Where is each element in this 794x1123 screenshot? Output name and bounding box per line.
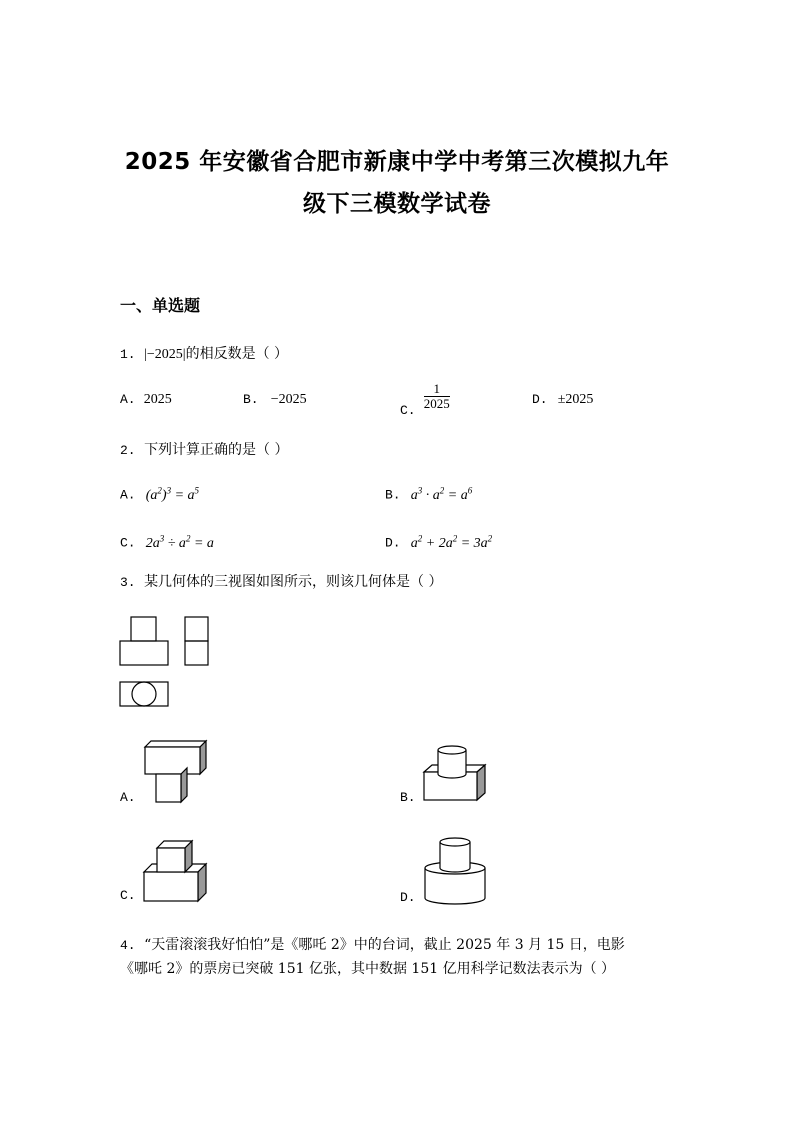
question-text: 下列计算正确的是（ ） [144, 442, 289, 458]
question-4 [120, 934, 625, 954]
question-3 [120, 571, 443, 591]
front-view-top [131, 617, 156, 641]
formula: $a^3 \cdot a^2 = a^6$ [410, 485, 473, 503]
q1-option-c[interactable]: C. $\frac{1}{2025}$ [400, 381, 450, 418]
q1-option-a[interactable]: A. 2025 [120, 392, 172, 407]
q3-option-d-label[interactable]: D. [400, 890, 416, 905]
question-text: 的相反数是（ ） [185, 346, 289, 362]
document-title-line-1: 2025 年安徽省合肥市新康中学中考第三次模拟九年 [124, 149, 670, 175]
q3-option-d-figure[interactable] [420, 832, 490, 907]
top-view-rect [120, 682, 168, 706]
q3-option-a-figure[interactable] [138, 738, 213, 808]
q3-option-b-label[interactable]: B. [400, 790, 416, 805]
q2-option-a[interactable]: A. $(a^2)^3 = a^5$ [120, 485, 200, 503]
three-view-diagram [115, 612, 215, 712]
formula: $2a^3 \div a^2 = a$ [145, 533, 214, 551]
q2-option-d[interactable]: D. $a^2 + 2a^2 = 3a^2$ [385, 533, 493, 551]
side-view-top [185, 617, 208, 641]
q2-option-b[interactable]: B. $a^3 \cdot a^2 = a^6$ [385, 485, 473, 503]
top-view-circle [132, 682, 156, 706]
question-number: 1. [120, 347, 136, 362]
question-number: 4. [120, 938, 136, 953]
q3-option-c-label[interactable]: C. [120, 888, 136, 903]
section-heading: 一、单选题 [120, 296, 201, 315]
formula: $a^2 + 2a^2 = 3a^2$ [410, 533, 493, 551]
question-number: 3. [120, 575, 136, 590]
q2-option-c[interactable]: C. $2a^3 \div a^2 = a$ [120, 533, 214, 551]
question-number: 2. [120, 443, 136, 458]
front-view-base [120, 641, 168, 665]
q1-option-b[interactable]: B. −2025 [243, 392, 307, 407]
formula: $(a^2)^3 = a^5$ [145, 485, 200, 503]
question-4-line-2: 《哪吒 2》的票房已突破 151 亿张，其中数据 151 亿用科学记数法表示为（ ） [120, 961, 616, 977]
q3-option-b-figure[interactable] [420, 738, 490, 808]
fraction: $\frac{1}{2025}$ [423, 381, 450, 411]
document-title-line-2: 级下三模数学试卷 [303, 191, 491, 217]
q3-option-a-label[interactable]: A. [120, 790, 136, 805]
absolute-value-expression: |−2025| [144, 347, 186, 362]
question-text-line-1: “天雷滚滚我好怕怕”是《哪吒 2》中的台词，截止 2025 年 3 月 15 日，电影 [144, 937, 625, 953]
q3-option-c-figure[interactable] [140, 835, 215, 905]
question-text: 某几何体的三视图如图所示，则该几何体是（ ） [144, 574, 443, 590]
q1-option-d[interactable]: D. ±2025 [532, 392, 594, 407]
question-1 [120, 343, 288, 363]
side-view-base [185, 641, 208, 665]
question-2 [120, 439, 289, 459]
